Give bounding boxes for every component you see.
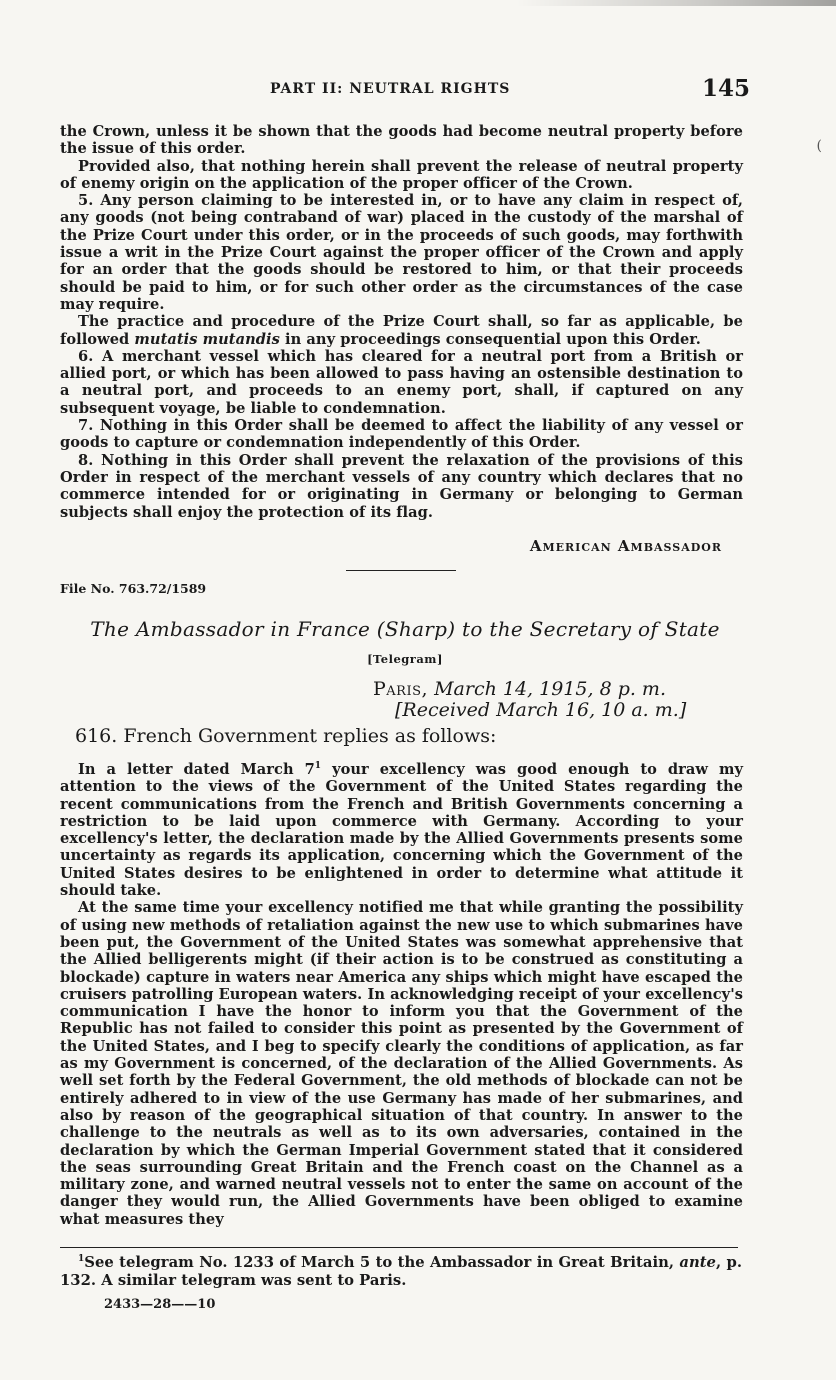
margin-mark: ( <box>816 138 822 154</box>
received-line: [Received March 16, 10 a. m.] <box>395 699 687 721</box>
paragraph: Provided also, that nothing herein shall prevent the release of neutral property of enemy origin on the application of the proper officer of the Crown. <box>60 157 743 192</box>
document-title: The Ambassador in France (Sharp) to the Secretary of State <box>90 617 720 641</box>
paragraph: 8. Nothing in this Order shall prevent the relaxation of the provisions of this Order in respect of the merchant vessels of any country which declares that no commerce intended for or originating in Germany or belonging to German subjects shall enjoy the protection of its flag. <box>60 451 743 521</box>
paragraph: At the same time your excellency notified me that while granting the possibility of using new methods of retaliation against the new use to which submarines have been put, the Government of the United States was somewhat apprehensive that the Allied belligerents might (if their action is to be construed as constituting a blockade) capture in waters near America any ships which might have escaped the cruisers patrolling European waters. In acknowledging receipt of your excellency's communication I have the honor to inform you that the Government of the Republic has not failed to consider this point as presented by the Government of the United States, and I beg to specify clearly the conditions of application, as far as my Government is concerned, of the declaration of the Allied Governments. As well set forth by the Federal Government, the old methods of blockade can not be entirely adhered to in view of the use Germany has made of her submarines, and also by reason of the geographical situation of that country. In answer to the challenge to the neutrals as well as to its own adversaries, contained in the declaration by which the German Imperial Government stated that it considered the seas surrounding Great Britain and the French coast on the Channel as a military zone, and warned neutral vessels not to enter the same on account of the danger they would run, the Allied Governments have been obliged to examine what measures they <box>60 899 743 1228</box>
signature: American Ambassador <box>529 537 722 555</box>
footnote-ref[interactable]: 1 <box>314 761 322 771</box>
print-code: 2433—28——10 <box>104 1297 216 1312</box>
running-header <box>60 75 750 102</box>
message-body <box>60 761 743 1228</box>
footnote-marker: 1 <box>78 1254 85 1264</box>
paragraph: 7. Nothing in this Order shall be deemed to affect the liability of any vessel or goods to capture or condemnation independently of this Order. <box>60 417 743 452</box>
footnote: $^1$See telegram No. 1233 of March 5 to the Ambassador in Great Britain, ante, p. 132. A similar telegram was sent to Paris. <box>60 1254 742 1289</box>
message-intro: 616. French Government replies as follows: <box>75 725 497 747</box>
footnote-divider <box>60 1247 738 1248</box>
page-number: 145 <box>701 75 750 102</box>
paragraph: the Crown, unless it be shown that the goods had become neutral property before the issue of this order. <box>60 123 743 158</box>
paragraph: 6. A merchant vessel which has cleared for a neutral port from a British or allied port, or which has been allowed to pass having an ostensible destination to a neutral port, and proceeds to an enemy port, shall, if captured on any subsequent voyage, be liable to condemnation. <box>60 347 743 417</box>
italic-phrase: ante <box>679 1254 716 1271</box>
paragraph: In a letter dated March $7^1$ your excellency was good enough to draw my attention to the views of the Government of the United States regarding the recent communications from the French and British Governments concerning a restriction to be laid upon commerce with Germany. According to your excellency's letter, the declaration made by the Allied Governments presents some uncertainty as regards its application, concerning which the Government of the United States desires to be enlightened in order to determine what attitude it should take. <box>60 761 743 900</box>
file-number: File No. 763.72/1589 <box>60 581 207 596</box>
scan-edge-shadow <box>516 0 836 6</box>
paragraph: 5. Any person claiming to be interested in, or to have any claim in respect of, any goods (not being contraband of war) placed in the custody of the marshal of the Prize Court under this order, or in the proceeds of such goods, may forthwith issue a writ in the Prize Court against the proper officer of the Crown and apply for an order that the goods should be restored to him, or that their proceeds should be paid to him, or for such other order as the circumstances of the case may require. <box>60 192 743 313</box>
dateline <box>373 678 666 700</box>
dateline-place: Paris, <box>373 678 429 700</box>
paragraph: The practice and procedure of the Prize Court shall, so far as applicable, be followed mutatis mutandis in any proceedings consequential upon this Order. <box>60 313 743 348</box>
section-divider <box>346 570 456 571</box>
italic-phrase: mutatis mutandis <box>134 330 280 348</box>
dateline-date: March 14, 1915, 8 p. m. <box>434 678 666 700</box>
running-title: PART II: NEUTRAL RIGHTS <box>270 81 511 97</box>
order-continuation <box>60 123 743 521</box>
document-type: [Telegram] <box>367 652 443 666</box>
